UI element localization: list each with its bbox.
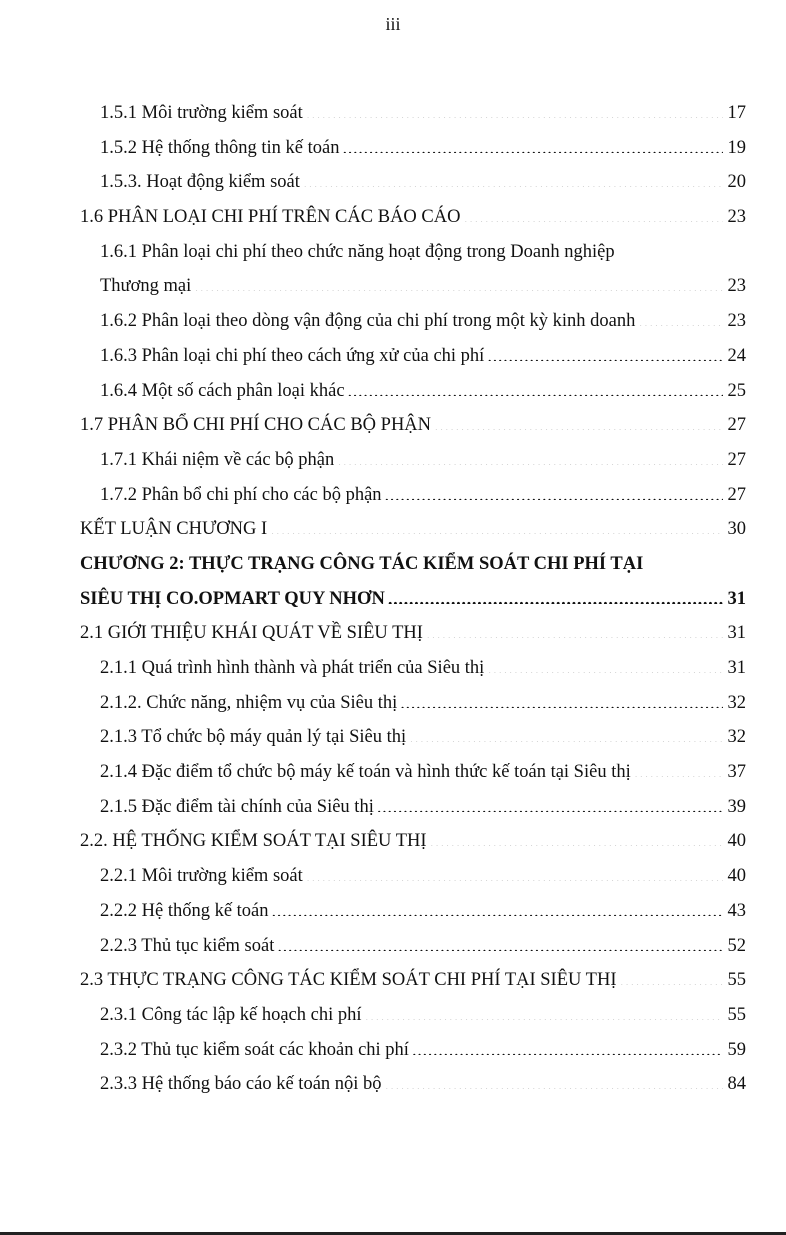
toc-entry-page: 39: [727, 796, 746, 817]
toc-entry-page: 31: [727, 623, 746, 644]
toc-entry-title: 2.1 GIỚI THIỆU KHÁI QUÁT VỀ SIÊU THỊ: [80, 623, 423, 644]
dot-leader: [634, 759, 723, 778]
dot-leader: [365, 1001, 723, 1020]
toc-entry-title: 2.2.2 Hệ thống kế toán: [100, 900, 269, 921]
toc-entry-page: 20: [727, 172, 746, 193]
toc-entry-page: 27: [727, 415, 746, 436]
dot-leader: [272, 897, 723, 916]
toc-entry-title: 2.2.3 Thủ tục kiểm soát: [100, 935, 275, 956]
toc-entry: [80, 894, 746, 929]
dot-leader: [487, 342, 723, 361]
toc-entry-title: SIÊU THỊ CO.OPMART QUY NHƠN: [80, 588, 385, 609]
toc-entry-title: 2.3.1 Công tác lập kế hoạch chi phí: [100, 1004, 362, 1025]
toc-entry: [80, 96, 746, 131]
toc-entry-page: 27: [727, 484, 746, 505]
toc-entry-page: 40: [727, 866, 746, 887]
toc-entry-title: 2.3.2 Thủ tục kiểm soát các khoản chi phí: [100, 1039, 409, 1060]
toc-entry-title: KẾT LUẬN CHƯƠNG I: [80, 519, 268, 540]
toc-entry-title: Thương mại: [100, 276, 192, 297]
toc-entry-title: 1.6.1 Phân loại chi phí theo chức năng hoạt động trong Doanh nghiệp: [100, 241, 615, 262]
toc-entry: [80, 686, 746, 721]
toc-entry: [80, 998, 746, 1033]
toc-entry-page: 55: [727, 1004, 746, 1025]
toc-entry-page: 32: [727, 692, 746, 713]
toc-entry: [80, 512, 746, 547]
toc-entry: [80, 478, 746, 513]
toc-entry-title: 1.5.1 Môi trường kiểm soát: [100, 103, 303, 123]
toc-entry: [80, 616, 746, 651]
toc-entry: [80, 824, 746, 859]
toc-entry-title: 1.5.3. Hoạt động kiểm soát: [100, 172, 300, 193]
toc-entry: [80, 339, 746, 374]
page-number: iii: [385, 14, 401, 34]
toc-entry: [80, 651, 746, 686]
toc-entry-page: 23: [727, 311, 746, 332]
dot-leader: [463, 204, 723, 223]
toc-entry-title: 2.1.2. Chức năng, nhiệm vụ của Siêu thị: [100, 692, 398, 713]
toc-entry-title: 1.6 PHÂN LOẠI CHI PHÍ TRÊN CÁC BÁO CÁO: [80, 207, 461, 228]
toc-entry: [80, 720, 746, 755]
toc-entry-page: 84: [727, 1074, 746, 1095]
toc-entry: [80, 408, 746, 443]
table-of-contents: [80, 96, 746, 1102]
toc-entry-page: 52: [727, 935, 746, 956]
toc-entry: [80, 131, 746, 166]
dot-leader: [377, 793, 723, 812]
toc-entry-page: 59: [727, 1039, 746, 1060]
toc-entry-page: 32: [727, 727, 746, 748]
toc-entry-page: 27: [727, 449, 746, 470]
dot-leader: [306, 100, 723, 119]
toc-entry: [80, 1067, 746, 1102]
dot-leader: [277, 932, 723, 951]
toc-entry: [80, 269, 746, 304]
toc-entry-title: CHƯƠNG 2: THỰC TRẠNG CÔNG TÁC KIỂM SOÁT CHI PHÍ TẠI: [80, 553, 644, 574]
toc-entry: [80, 235, 746, 270]
dot-leader: [194, 273, 723, 292]
toc-entry-title: 2.1.4 Đặc điểm tổ chức bộ máy kế toán và hình thức kế toán tại Siêu thị: [100, 762, 631, 783]
toc-entry-page: 40: [727, 831, 746, 852]
toc-entry-title: 1.5.2 Hệ thống thông tin kế toán: [100, 137, 340, 158]
dot-leader: [620, 967, 724, 986]
dot-leader: [409, 724, 723, 743]
dot-leader: [385, 481, 723, 500]
toc-entry: [80, 929, 746, 964]
toc-entry: [80, 200, 746, 235]
toc-entry: [80, 859, 746, 894]
toc-entry-title: 2.3.3 Hệ thống báo cáo kế toán nội bộ: [100, 1074, 382, 1095]
dot-leader: [337, 446, 723, 465]
dot-leader: [487, 655, 723, 674]
toc-entry-title: 2.2. HỆ THỐNG KIỂM SOÁT TẠI SIÊU THỊ: [80, 831, 427, 852]
dot-leader: [430, 828, 723, 847]
toc-entry-page: 37: [727, 762, 746, 783]
toc-entry-page: 17: [727, 103, 746, 123]
toc-entry: [80, 443, 746, 478]
toc-entry-page: 25: [727, 380, 746, 401]
toc-entry: [80, 547, 746, 582]
toc-entry-page: 23: [727, 207, 746, 228]
toc-entry-title: 2.1.5 Đặc điểm tài chính của Siêu thị: [100, 796, 374, 817]
dot-leader: [306, 863, 723, 882]
toc-entry-page: 24: [727, 345, 746, 366]
toc-entry: [80, 790, 746, 825]
dot-leader: [638, 308, 723, 327]
toc-entry-title: 1.6.4 Một số cách phân loại khác: [100, 380, 345, 401]
dot-leader: [400, 689, 723, 708]
toc-entry-page: 23: [727, 276, 746, 297]
dot-leader: [342, 134, 723, 153]
toc-entry-title: 1.6.3 Phân loại chi phí theo cách ứng xử của chi phí: [100, 345, 485, 366]
toc-entry: [80, 1033, 746, 1068]
toc-entry: [80, 304, 746, 339]
toc-entry: [80, 755, 746, 790]
toc-entry-title: 1.7 PHÂN BỔ CHI PHÍ CHO CÁC BỘ PHẬN: [80, 415, 432, 436]
toc-entry-page: 31: [727, 658, 746, 678]
toc-entry-title: 2.1.3 Tổ chức bộ máy quản lý tại Siêu thị: [100, 727, 407, 748]
toc-entry-title: 1.7.1 Khái niệm về các bộ phận: [100, 449, 335, 470]
dot-leader: [385, 1071, 723, 1090]
toc-entry-page: 30: [727, 519, 746, 540]
toc-entry: [80, 582, 746, 617]
toc-entry: [80, 374, 746, 409]
dot-leader: [434, 412, 723, 431]
toc-entry-title: 2.2.1 Môi trường kiểm soát: [100, 866, 303, 887]
toc-entry-title: 2.1.1 Quá trình hình thành và phát triển của Siêu thị: [100, 658, 485, 678]
dot-leader: [303, 169, 723, 188]
toc-entry-title: 1.6.2 Phân loại theo dòng vận động của chi phí trong một kỳ kinh doanh: [100, 311, 636, 332]
dot-leader: [270, 516, 723, 535]
dot-leader: [426, 620, 723, 639]
toc-entry-page: 19: [727, 137, 746, 158]
toc-entry-title: 1.7.2 Phân bổ chi phí cho các bộ phận: [100, 484, 382, 505]
toc-entry-page: 31: [727, 588, 746, 609]
dot-leader: [388, 585, 723, 604]
toc-entry: [80, 165, 746, 200]
toc-entry-page: 43: [727, 900, 746, 921]
toc-entry: [80, 963, 746, 998]
toc-entry-page: 55: [727, 970, 746, 991]
dot-leader: [412, 1036, 723, 1055]
toc-entry-title: 2.3 THỰC TRẠNG CÔNG TÁC KIỂM SOÁT CHI PHÍ TẠI SIÊU THỊ: [80, 970, 617, 991]
dot-leader: [348, 377, 723, 396]
